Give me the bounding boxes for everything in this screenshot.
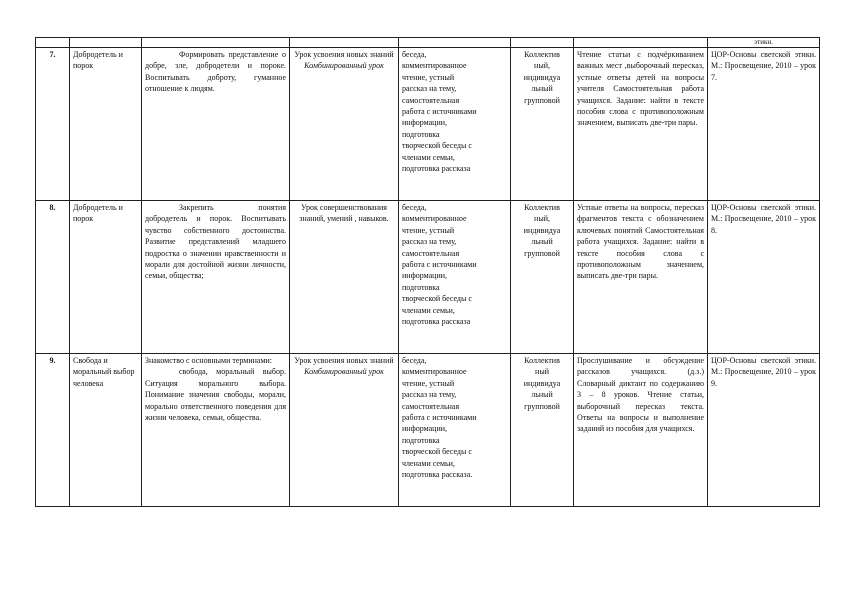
form-line: групповой — [524, 401, 560, 411]
method-line: чтение, устный — [402, 378, 455, 388]
method-line: подготовка — [402, 435, 440, 445]
table-cell — [399, 38, 511, 48]
method-line: информации, — [402, 271, 448, 281]
method-line: чтение, устный — [402, 225, 455, 235]
lesson-methods — [399, 201, 511, 354]
lesson-goals — [142, 354, 290, 507]
method-line: подготовка рассказа. — [402, 470, 473, 480]
method-line: творческой беседы с — [402, 294, 472, 304]
method-line: работа с источниками — [402, 107, 477, 117]
form-line: льный — [531, 390, 553, 400]
lesson-resources: ЦОР-Основы светской этики. М.: Просвещение, 2010 – урок 8. — [708, 201, 820, 354]
lesson-forms — [511, 354, 574, 507]
form-line: ный, — [534, 214, 550, 224]
form-line: Коллектив — [524, 356, 560, 365]
method-line: самостоятельная — [402, 401, 460, 411]
method-line: рассказ на тему, — [402, 84, 457, 94]
lesson-type-text: Урок усвоения новых знаний — [294, 356, 394, 365]
table-cell — [574, 38, 708, 48]
form-line: групповой — [524, 95, 560, 105]
lesson-methods — [399, 354, 511, 507]
table-cell — [511, 38, 574, 48]
lesson-type-italic: Комбинированный урок — [304, 61, 384, 71]
lesson-topic: Добродетель и порок — [70, 48, 142, 201]
method-line: комментированное — [402, 214, 467, 224]
form-line: индивидуа — [523, 72, 561, 82]
method-line: подготовка — [402, 282, 440, 292]
goals-text: Формировать представление о добре, зле, добродетели и пороке. Воспитывать доброту, гуманное отношение к людям. — [145, 50, 286, 94]
lesson-type-italic: Комбинированный урок — [304, 367, 384, 377]
lesson-topic: Свобода и моральный выбор человека — [70, 354, 142, 507]
lesson-activities: Устные ответы на вопросы, пересказ фрагментов текста с обозначением ключевых понятий Самостоятельная работа учащихся. Задание: найти в тексте пособия слова с противоположным значением, выписать две-три пары. — [574, 201, 708, 354]
lesson-activities: Чтение статьи с подчёркиванием важных мест ,выборочный пересказ, устные ответы детей на вопросы учителя Самостоятельная работа учащихся. Задание: найти в тексте пособия слова с противоположным значением, выписать две-три пары. — [574, 48, 708, 201]
method-line: самостоятельная — [402, 95, 460, 105]
method-line: членами семьи, — [402, 305, 455, 315]
lesson-type — [290, 201, 399, 354]
form-line: льный — [531, 237, 553, 247]
table-row — [36, 38, 820, 48]
method-line: подготовка рассказа — [402, 317, 471, 327]
lesson-goals — [142, 201, 290, 354]
lesson-forms — [511, 48, 574, 201]
method-line: информации, — [402, 118, 448, 128]
lesson-type-text: Урок усвоения новых знаний — [294, 50, 394, 59]
goals-text: свобода, моральный выбор. Ситуация морального выбора. Понимание значения свободы, морали, морально ответственного поведения для жизни человека, семьи, общества. — [145, 367, 286, 423]
lesson-number: 7. — [36, 48, 70, 201]
method-line: чтение, устный — [402, 72, 455, 82]
method-line: работа с источниками — [402, 413, 477, 423]
lesson-resources: ЦОР-Основы светской этики. М.: Просвещение, 2010 – урок 7. — [708, 48, 820, 201]
method-line: творческой беседы с — [402, 141, 472, 151]
method-line: подготовка — [402, 129, 440, 139]
table-cell — [290, 38, 399, 48]
method-line: членами семьи, — [402, 152, 455, 162]
form-line: групповой — [524, 248, 560, 258]
lesson-number: 9. — [36, 354, 70, 507]
table-row — [36, 48, 820, 201]
method-line: членами семьи, — [402, 458, 455, 468]
form-line: Коллектив — [524, 203, 560, 212]
lesson-activities: Прослушивание и обсуждение рассказов учащихся. (д.з.) Словарный диктант по содержанию 3 – 8 уроков. Чтение статьи, выборочный пересказ текста. Ответы на вопросы и выполнение заданий из пособия для учащихся. — [574, 354, 708, 507]
table-cell — [708, 38, 820, 48]
form-line: Коллектив — [524, 50, 560, 59]
lesson-goals — [142, 48, 290, 201]
method-line: подготовка рассказа — [402, 164, 471, 174]
method-line: информации, — [402, 424, 448, 434]
form-line: индивидуа — [523, 378, 561, 388]
table-cell — [70, 38, 142, 48]
table-row — [36, 354, 820, 507]
lesson-topic: Добродетель и порок — [70, 201, 142, 354]
table-cell — [36, 38, 70, 48]
method-line: беседа, — [402, 356, 427, 365]
method-line: самостоятельная — [402, 248, 460, 258]
method-line: работа с источниками — [402, 260, 477, 270]
form-line: ный — [535, 367, 549, 377]
lesson-resources: ЦОР-Основы светской этики. М.: Просвещение, 2010 – урок 9. — [708, 354, 820, 507]
lesson-number: 8. — [36, 201, 70, 354]
method-line: рассказ на тему, — [402, 390, 457, 400]
table-row — [36, 201, 820, 354]
method-line: комментированное — [402, 367, 467, 377]
method-line: беседа, — [402, 50, 427, 59]
continued-text: этики. — [754, 38, 773, 46]
lesson-type — [290, 48, 399, 201]
lesson-methods — [399, 48, 511, 201]
table-cell — [142, 38, 290, 48]
form-line: индивидуа — [523, 225, 561, 235]
method-line: рассказ на тему, — [402, 237, 457, 247]
goals-text: Закрепить понятия добродетель и порок. Воспитывать чувство собственного достоинства. Развитие представлений младшего подростка о значении нравственности и морали для достойной жизни личности, семьи, общества; — [145, 203, 286, 281]
lesson-forms — [511, 201, 574, 354]
form-line: льный — [531, 84, 553, 94]
goals-intro: Знакомство с основными терминами: — [145, 356, 273, 365]
lesson-plan-table — [35, 37, 820, 507]
lesson-type-text: Урок совершенствования знаний, умений , навыков. — [299, 203, 389, 224]
method-line: комментированное — [402, 61, 467, 71]
lesson-type — [290, 354, 399, 507]
method-line: творческой беседы с — [402, 447, 472, 457]
form-line: ный, — [534, 61, 550, 71]
method-line: беседа, — [402, 203, 427, 212]
